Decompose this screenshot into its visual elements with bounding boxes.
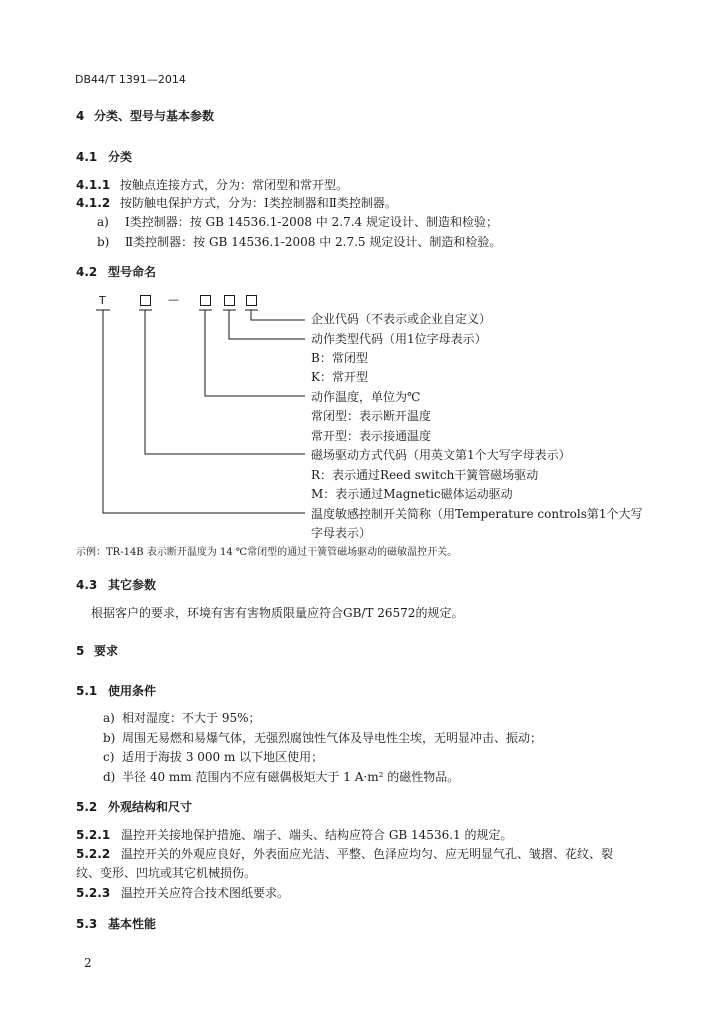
list-item-text-b: 周围无易燃和易爆气体，无强烈腐蚀性气体及导电性尘埃，无明显冲击、振动； <box>122 731 543 745</box>
clause-5-2-1-text: 温控开关接地保护措施、端子、端头、结构应符合 GB 14536.1 的规定。 <box>121 828 513 842</box>
diagram-label-reed-switch: R：表示通过Reed switch干簧管磁场驱动 <box>311 468 539 482</box>
section-4-2-title: 型号命名 <box>108 265 157 279</box>
clause-5-2-2-number: 5.2.2 <box>76 847 111 861</box>
model-code-letter-t: T <box>99 294 106 307</box>
diagram-label-closed-off-temp: 常闭型：表示断开温度 <box>311 409 432 423</box>
clause-5-2-3-number: 5.2.3 <box>76 886 111 900</box>
section-5-3-title: 基本性能 <box>108 917 157 931</box>
clause-5-2-2-text-line2: 纹、变形、凹坑或其它机械损伤。 <box>76 866 257 880</box>
list-item-label-b: b) <box>97 235 110 249</box>
document-code: DB44/T 1391—2014 <box>75 73 186 86</box>
list-item-label-b: b) <box>103 731 116 745</box>
section-4-number: 4 <box>76 109 85 123</box>
section-4-3-number: 4.3 <box>76 578 98 592</box>
section-5-number: 5 <box>76 644 85 658</box>
diagram-label-drive-mode: 磁场驱动方式代码（用英文第1个大写字母表示） <box>311 448 571 462</box>
section-5-3-number: 5.3 <box>76 917 98 931</box>
list-item-text-c: 适用于海拔 3 000 m 以下地区使用； <box>122 750 324 764</box>
clause-5-2-2-text-line1: 温控开关的外观应良好，外表面应光洁、平整、色泽应均匀、应无明显气孔、皱摺、花纹、裂 <box>121 847 614 861</box>
list-item-text-d: 半径 40 mm 范围内不应有磁偶极矩大于 1 A·m² 的磁性物品。 <box>122 770 460 784</box>
list-item-text-b: Ⅱ类控制器：按 GB 14536.1-2008 中 2.7.5 规定设计、制造和检验。 <box>125 235 502 249</box>
diagram-label-action-temperature: 动作温度，单位为℃ <box>311 390 421 404</box>
list-item-text-a: 相对湿度：不大于 95%； <box>122 711 261 725</box>
section-5-1-title: 使用条件 <box>108 684 157 698</box>
diagram-label-normally-closed: B：常闭型 <box>311 351 368 365</box>
list-item-label-a: a) <box>97 215 109 229</box>
diagram-label-magnetic: M：表示通过Magnetic磁体运动驱动 <box>311 487 513 501</box>
section-4-2-number: 4.2 <box>76 265 98 279</box>
clause-4-1-2-number: 4.1.2 <box>76 196 111 210</box>
section-4-1-title: 分类 <box>108 150 133 164</box>
section-4-3-text: 根据客户的要求，环境有害有害物质限量应符合GB/T 26572的规定。 <box>91 606 464 620</box>
list-item-text-a: Ⅰ类控制器：按 GB 14536.1-2008 中 2.7.4 规定设计、制造和检验； <box>125 215 498 229</box>
section-5-2-title: 外观结构和尺寸 <box>108 800 193 814</box>
example-note: 示例：TR-14B 表示断开温度为 14 ℃常闭型的通过干簧管磁场驱动的磁敏温控开关。 <box>76 547 458 558</box>
diagram-label-action-type: 动作类型代码（用1位字母表示） <box>311 332 487 346</box>
clause-4-1-1-number: 4.1.1 <box>76 178 111 192</box>
diagram-label-open-on-temp: 常开型：表示接通温度 <box>311 429 432 443</box>
section-4-3-title: 其它参数 <box>108 578 157 592</box>
clause-4-1-2-text: 按防触电保护方式，分为：Ⅰ类控制器和Ⅱ类控制器。 <box>120 196 397 210</box>
page-number: 2 <box>84 956 92 970</box>
list-item-label-d: d) <box>103 770 116 784</box>
clause-5-2-1-number: 5.2.1 <box>76 828 111 842</box>
list-item-label-a: a) <box>103 711 115 725</box>
diagram-label-normally-open: K：常开型 <box>311 370 368 384</box>
model-code-dash: — <box>168 293 179 306</box>
clause-5-2-3-text: 温控开关应符合技术图纸要求。 <box>121 886 290 900</box>
diagram-label-enterprise-code: 企业代码（不表示或企业自定义） <box>311 312 492 326</box>
section-4-title: 分类、型号与基本参数 <box>94 109 215 123</box>
diagram-label-product-name-cont: 字母表示） <box>311 526 372 540</box>
section-4-1-number: 4.1 <box>76 150 98 164</box>
section-5-2-number: 5.2 <box>76 800 98 814</box>
section-5-title: 要求 <box>94 644 119 658</box>
list-item-label-c: c) <box>103 750 115 764</box>
clause-4-1-1-text: 按触点连接方式，分为：常闭型和常开型。 <box>120 178 349 192</box>
section-5-1-number: 5.1 <box>76 684 98 698</box>
diagram-label-product-name: 温度敏感控制开关简称（用Temperature controls第1个大写 <box>311 507 643 521</box>
